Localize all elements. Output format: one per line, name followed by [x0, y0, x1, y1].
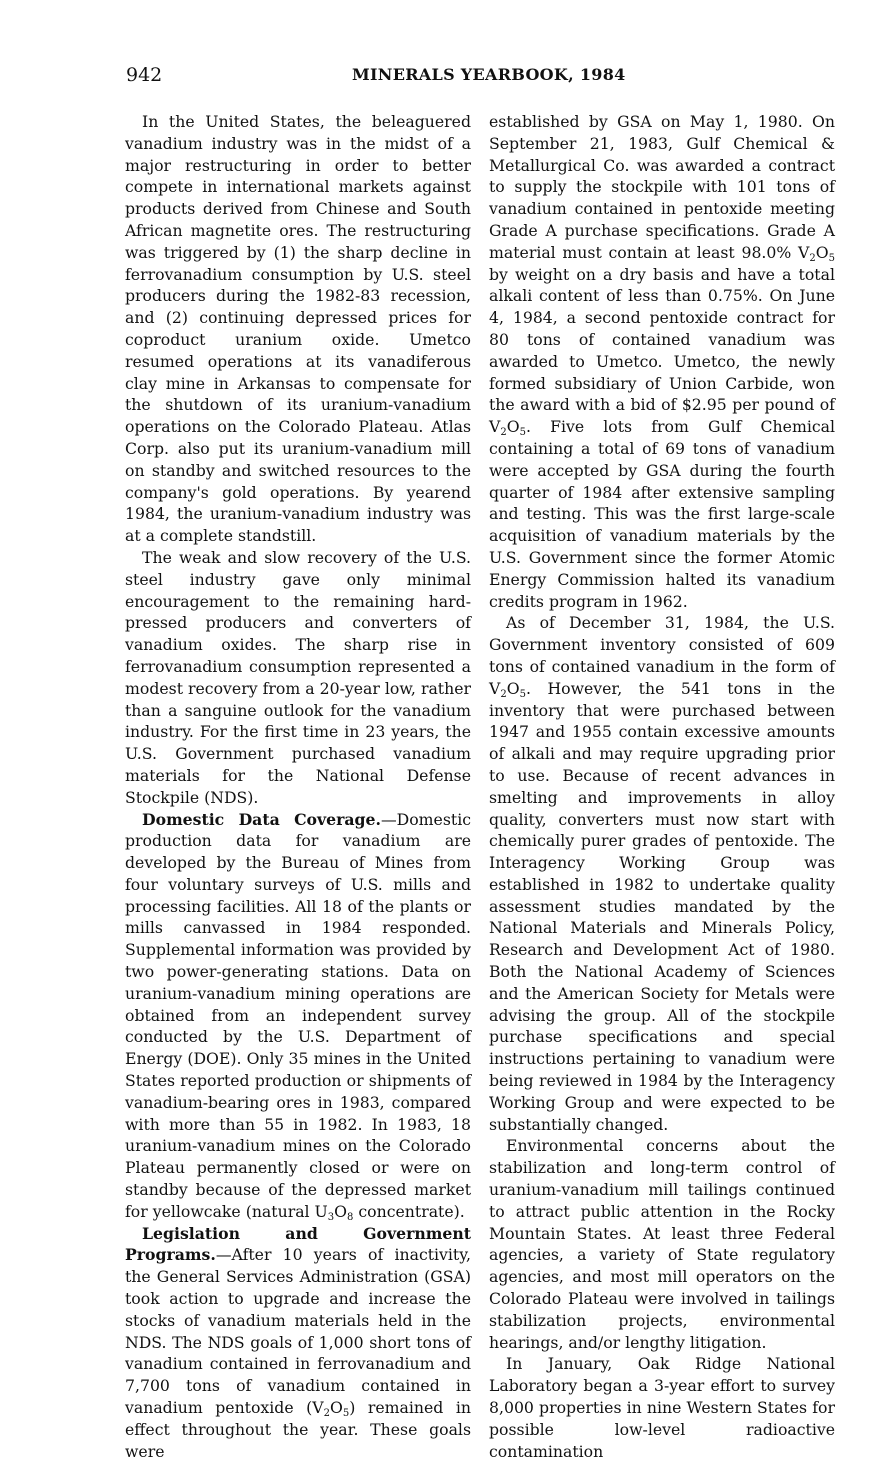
body-paragraph: In January, Oak Ridge National Laboratory began a 3-year effort to survey 8,000 properties in nine Western States for possible low-level radioactive contamination: [489, 1354, 835, 1461]
paragraph-text: by weight on a dry basis and have a total alkali content of less than 0.75%. On June 4, 1984, a second pentoxide contract for 80 tons of contained vanadium was awarded to Umetco. Umetco, the newly formed subsidiary of Union Carbide, won the award with a bid of $2.95 per pound of V: [489, 264, 835, 437]
body-paragraph: Environmental concerns about the stabilization and long-term control of uranium-vanadium mill tailings continued to attract public attention in the Rocky Mountain States. At least three Federal agencies, a variety of State regulatory agencies, and most mill operators on the Colorado Plateau were involved in tailings stabilization projects, environmental hearings, and/or lengthy litigation.: [489, 1136, 835, 1352]
running-head: MINERALS YEARBOOK, 1984: [352, 65, 626, 84]
paragraph-text: O: [506, 417, 520, 437]
subscript: 5: [828, 252, 835, 264]
paragraph-text: O: [506, 678, 520, 698]
subscript: 5: [519, 427, 526, 439]
body-paragraph-legislation: [125, 1223, 471, 1462]
section-heading-legislation: Legislation and Government Programs.: [125, 1223, 471, 1265]
paragraph-text: —Domestic production data for vanadium are developed by the Bureau of Mines from four voluntary surveys of U.S. mills and processing facilities. All 18 of the plants or mills canvassed in 1984 responded. Supplemental information was provided by two power-generating stations. Data on uranium-vanadium mining operations are obtained from an independent survey conducted by the U.S. Department of Energy (DOE). Only 35 mines in the United States reported production or shipments of vanadium-bearing ores in 1983, compared with more than 55 in 1982. In 1983, 18 uranium-vanadium mines on the Colorado Plateau permanently closed or were on standby because of the depressed market for yellowcake (natural U: [125, 809, 471, 1221]
paragraph-text: established by GSA on May 1, 1980. On September 21, 1983, Gulf Chemical & Metallurgical Co. was awarded a contract to supply the stockpile with 101 tons of vanadium contained in pentoxide meeting Grade A purchase specifications. Grade A material must contain at least 98.0% V: [489, 112, 835, 262]
paragraph-text: O: [329, 1398, 343, 1418]
paragraph-text: . However, the 541 tons in the inventory that were purchased between 1947 and 1955 contain excessive amounts of alkali and may require upgrading prior to use. Because of recent advances in smelting and improvements in alloy quality, converters must now start with chemically purer grades of pentoxide. The Interagency Working Group was established in 1982 to undertake quality assessment studies mandated by the National Materials and Minerals Policy, Research and Development Act of 1980. Both the National Academy of Sciences and the American Society for Metals were advising the group. All of the stockpile purchase specifications and special instructions pertaining to vanadium were being reviewed in 1984 by the Interagency Working Group and were expected to be substantially changed.: [489, 678, 835, 1134]
body-paragraph: The weak and slow recovery of the U.S. steel industry gave only minimal encouragement to the remaining hard-pressed producers and converters of vanadium oxides. The sharp rise in ferrovanadium consumption represented a modest recovery from a 20-year low, rather than a sanguine outlook for the vanadium industry. For the first time in 23 years, the U.S. Government purchased vanadium materials for the National Defense Stockpile (NDS).: [125, 547, 471, 807]
body-paragraph-continued: [489, 111, 835, 612]
subscript: 5: [519, 688, 526, 700]
body-paragraph-domestic-data: [125, 809, 471, 1223]
subscript: 2: [809, 252, 816, 264]
paragraph-text: concentrate).: [353, 1201, 465, 1221]
right-column: [489, 111, 835, 1462]
subscript: 2: [500, 688, 507, 700]
page-number: 942: [126, 64, 163, 86]
subscript: 5: [342, 1408, 350, 1420]
subscript: 8: [347, 1211, 354, 1223]
subscript: 3: [327, 1211, 335, 1223]
paragraph-text: O: [334, 1201, 348, 1221]
paragraph-text: —After 10 years of inactivity, the General Services Administration (GSA) took action to upgrade and increase the stocks of vanadium materials held in the NDS. The NDS goals of 1,000 short tons of vanadium contained in ferrovanadium and 7,700 tons of vanadium contained in vanadium pentoxide (V: [125, 1245, 471, 1418]
body-paragraph: [489, 612, 835, 1135]
left-column: [125, 111, 471, 1462]
paragraph-text: As of December 31, 1984, the U.S. Government inventory consisted of 609 tons of contained vanadium in the form of V: [489, 613, 835, 698]
subscript: 2: [500, 427, 507, 439]
paragraph-text: ) remained in effect throughout the year. These goals were: [125, 1398, 471, 1461]
body-paragraph: In the United States, the beleaguered vanadium industry was in the midst of a major restructuring in order to better compete in international markets against products derived from Chinese and South African magnetite ores. The restructuring was triggered by (1) the sharp decline in ferrovanadium consumption by U.S. steel producers during the 1982-83 recession, and (2) continuing depressed prices for coproduct uranium oxide. Umetco resumed operations at its vanadiferous clay mine in Arkansas to compensate for the shutdown of its uranium-vanadium operations on the Colorado Plateau. Atlas Corp. also put its uranium-vanadium mill on standby and switched resources to the company's gold operations. By yearend 1984, the uranium-vanadium industry was at a complete standstill.: [125, 112, 471, 546]
subscript: 2: [323, 1408, 330, 1420]
section-heading-domestic-data: Domestic Data Coverage.: [142, 809, 381, 829]
paragraph-text: O: [815, 242, 829, 262]
paragraph-text: . Five lots from Gulf Chemical containing a total of 69 tons of vanadium were accepted by GSA during the fourth quarter of 1984 after extensive sampling and testing. This was the first large-scale acquisition of vanadium materials by the U.S. Government since the former Atomic Energy Commission halted its vanadium credits program in 1962.: [489, 417, 835, 611]
